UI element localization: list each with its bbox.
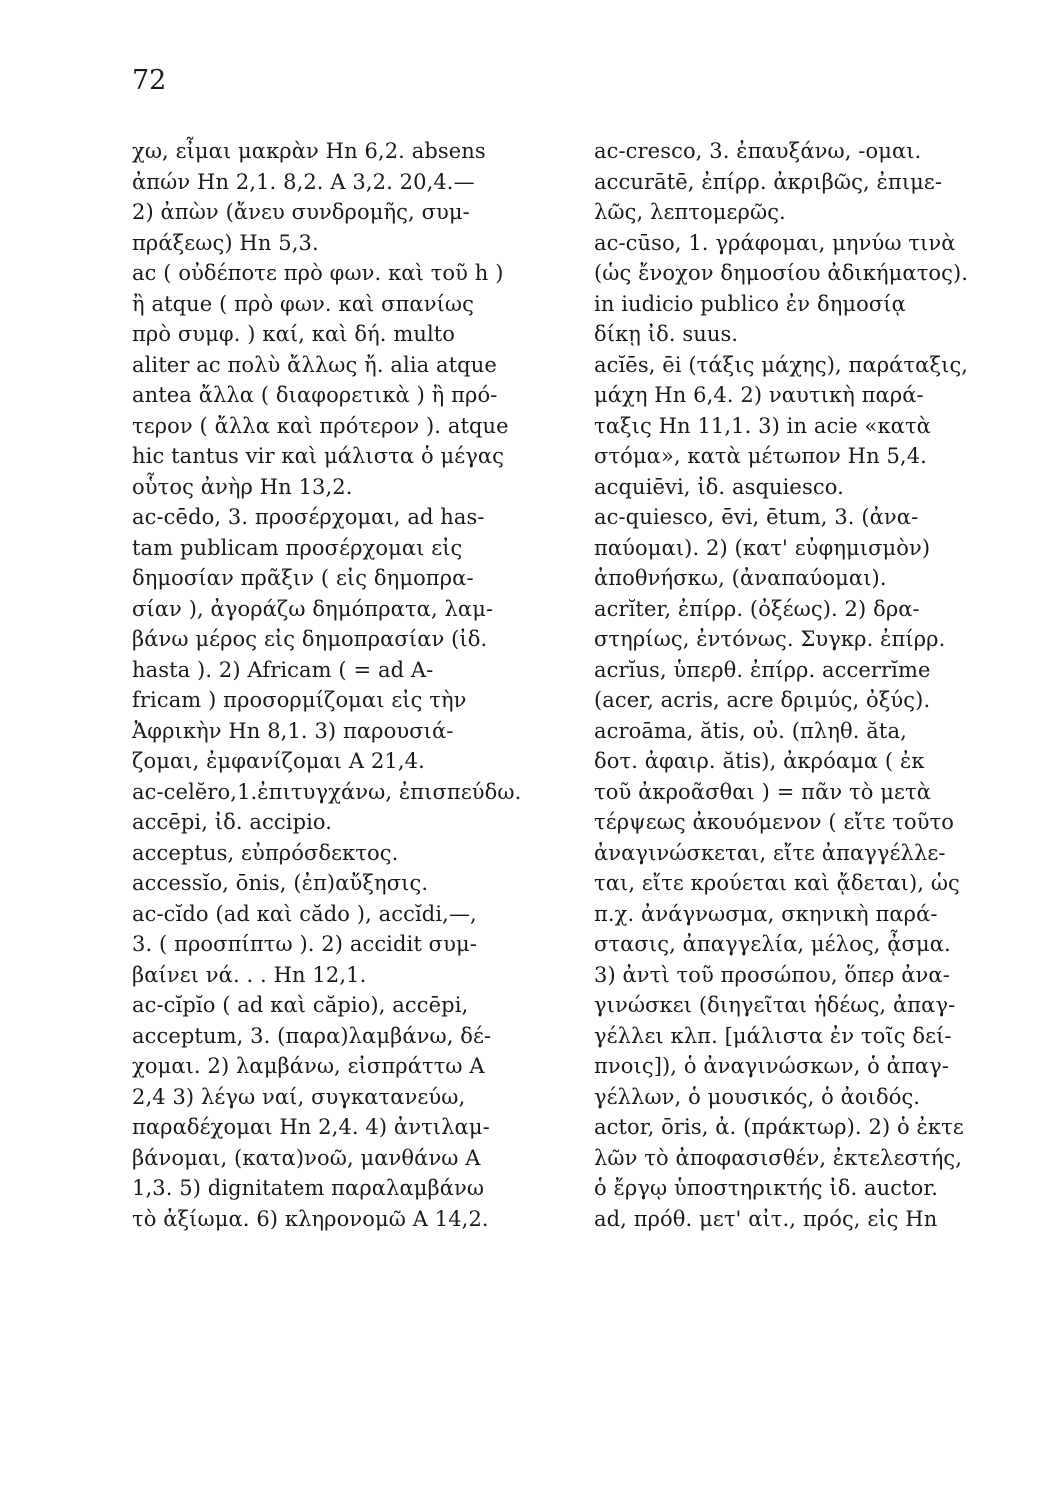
text-line: παραδέχομαι Hn 2,4. 4) ἀντιλαμ- — [132, 1115, 490, 1139]
text-line: ταξις Hn 11,1. 3) in acie «κατὰ — [594, 413, 931, 438]
text-line: π.χ. ἀνάγνωσμα, σκηνικὴ παρά- — [594, 901, 938, 926]
text-line: ἀποθνήσκω, (ἀναπαύομαι). — [594, 566, 887, 590]
text-line: στηρίως, ἐντόνως. Συγκρ. ἐπίρρ. — [594, 627, 946, 651]
text-line: ac-quiesco, ēvi, ētum, 3. (ἀνα- — [594, 505, 919, 529]
text-line: acceptus, εὐπρόσδεκτος. — [132, 840, 399, 865]
text-line: τέρψεως ἀκουόμενον ( εἴτε τοῦτο — [594, 810, 955, 834]
text-line: antea ἄλλα ( διαφορετικὰ ) ἢ πρό- — [132, 383, 498, 407]
page-number: 72 — [132, 65, 167, 96]
text-line: χομαι. 2) λαμβάνω, εἰσπράττω A — [132, 1054, 485, 1078]
text-line: ac-cēdo, 3. προσέρχομαι, ad has- — [132, 505, 485, 529]
text-line: πρὸ συμφ. ) καί, καὶ δή. multo — [132, 322, 456, 346]
text-line: πνοις]), ὁ ἀναγινώσκων, ὁ ἀπαγ- — [594, 1054, 949, 1078]
text-line: πράξεως) Hn 5,3. — [132, 230, 319, 255]
text-line: accurātē, ἐπίρρ. ἀκριβῶς, ἐπιμε- — [594, 169, 943, 194]
text-line: actor, ōris, ἀ. (πράκτωρ). 2) ὁ ἐκτε — [594, 1115, 964, 1139]
text-line: 2) ἀπὼν (ἄνευ συνδρομῆς, συμ- — [132, 200, 470, 224]
text-line: (ὡς ἔνοχον δημοσίου ἀδικήματος). — [594, 261, 969, 285]
text-line: aliter ac πολὺ ἄλλως ἤ. alia atque — [132, 352, 497, 377]
text-line: τὸ ἀξίωμα. 6) κληρονομῶ A 14,2. — [132, 1206, 489, 1231]
text-line: μάχη Hn 6,4. 2) ναυτικὴ παρά- — [594, 383, 924, 407]
text-line: fricam ) προσορμίζομαι εἰς τὴν — [132, 688, 467, 712]
text-line: γέλλων, ὁ μουσικός, ὁ ἀοιδός. — [594, 1084, 921, 1109]
text-line: 3. ( προσπίπτω ). 2) accidit συμ- — [132, 932, 477, 956]
text-line: ac-cresco, 3. ἐπαυξάνω, -ομαι. — [594, 139, 922, 163]
text-line: acceptum, 3. (παρα)λαμβάνω, δέ- — [132, 1023, 492, 1048]
text-line: βαίνει νά. . . Hn 12,1. — [132, 962, 367, 987]
text-line: 2,4 3) λέγω ναί, συγκατανεύω, — [132, 1084, 466, 1109]
text-line: ὁ ἔργῳ ὑποστηρικτής ἰδ. auctor. — [594, 1176, 938, 1200]
text-line: βάνω μέρος εἰς δημοπρασίαν (ἰδ. — [132, 627, 488, 651]
text-line: acrĭus, ὑπερθ. ἐπίρρ. accerrĭme — [594, 657, 931, 682]
text-line: λῶς, λεπτομερῶς. — [594, 200, 786, 224]
text-line: τερον ( ἄλλα καὶ πρότερον ). atque — [132, 413, 509, 438]
text-line: accēpi, ἰδ. accipio. — [132, 810, 333, 834]
text-line: γέλλει κλπ. [μάλιστα ἐν τοῖς δεί- — [594, 1023, 952, 1048]
text-line: ἀναγινώσκεται, εἴτε ἀπαγγέλλε- — [594, 840, 946, 865]
text-line: βάνομαι, (κατα)νοῶ, μανθάνω A — [132, 1145, 481, 1170]
text-line: hasta ). 2) Africam ( = ad A- — [132, 657, 434, 682]
text-line: λῶν τὸ ἀποφασισθέν, ἐκτελεστής, — [594, 1145, 963, 1170]
text-line: accessĭo, ōnis, (ἐπ)αὔξησις. — [132, 871, 429, 895]
text-line: δημοσίαν πρᾶξιν ( εἰς δημοπρα- — [132, 566, 474, 590]
text-line: ac-celĕro,1.ἐπιτυγχάνω, ἐπισπεύδω. — [132, 779, 522, 804]
text-line: ἢ atque ( πρὸ φων. καὶ σπανίως — [132, 291, 474, 316]
text-line: στόμα», κατὰ μέτωπον Hn 5,4. — [594, 444, 927, 468]
text-line: tam publicam προσέρχομαι εἰς — [132, 535, 463, 560]
text-line: acroāma, ătis, οὐ. (πληθ. ăta, — [594, 718, 907, 743]
text-line: hic tantus vir καὶ μάλιστα ὁ μέγας — [132, 444, 505, 468]
text-line: δοτ. ἀφαιρ. ătis), ἀκρόαμα ( ἐκ — [594, 749, 925, 773]
text-line: παύομαι). 2) (κατ' εὐφημισμὸν) — [594, 535, 931, 560]
text-line: ac-cĭpĭo ( ad καὶ căpio), accēpi, — [132, 993, 469, 1017]
text-line: acrĭter, ἐπίρρ. (ὀξέως). 2) δρα- — [594, 596, 920, 621]
text-line: δίκῃ ἰδ. suus. — [594, 322, 739, 346]
text-line: ζομαι, ἐμφανίζομαι A 21,4. — [132, 749, 425, 773]
text-line: γινώσκει (διηγεῖται ἡδέως, ἀπαγ- — [594, 993, 956, 1017]
text-line: ἀπών Hn 2,1. 8,2. A 3,2. 20,4.— — [132, 169, 475, 194]
text-line: ad, πρόθ. μετ' αἰτ., πρός, εἰς Hn — [594, 1206, 938, 1231]
right-column — [594, 136, 1019, 1234]
text-line: σίαν ), ἀγοράζω δημόπρατα, λαμ- — [132, 596, 494, 621]
text-line: Ἀφρικὴν Hn 8,1. 3) παρουσιά- — [132, 718, 454, 743]
text-line: οὗτος ἀνὴρ Hn 13,2. — [132, 474, 353, 499]
text-line: in iudicio publico ἐν δημοσίᾳ — [594, 291, 906, 316]
text-line: τοῦ ἀκροᾶσθαι ) = πᾶν τὸ μετὰ — [594, 779, 931, 804]
text-line: στασις, ἀπαγγελία, μέλος, ᾆσμα. — [594, 932, 951, 956]
text-line: (acer, acris, acre δριμύς, ὀξύς). — [594, 688, 931, 712]
text-line: ται, εἴτε κρούεται καὶ ᾄδεται), ὡς — [594, 871, 960, 895]
text-line: acquiēvi, ἰδ. asquiesco. — [594, 474, 844, 499]
text-line: acĭēs, ēi (τάξις μάχης), παράταξις, — [594, 352, 969, 377]
text-line: ac ( οὐδέποτε πρὸ φων. καὶ τοῦ h ) — [132, 261, 504, 285]
text-line: ac-cĭdo (ad καὶ cădo ), accĭdi,—, — [132, 901, 477, 926]
text-line: ac-cūso, 1. γράφομαι, μηνύω τινὰ — [594, 230, 956, 255]
text-line: 3) ἀντὶ τοῦ προσώπου, ὅπερ ἀνα- — [594, 962, 950, 987]
left-column — [132, 136, 547, 1234]
text-line: 1,3. 5) dignitatem παραλαμβάνω — [132, 1176, 485, 1200]
text-line: χω, εἶμαι μακρὰν Hn 6,2. absens — [132, 139, 486, 163]
